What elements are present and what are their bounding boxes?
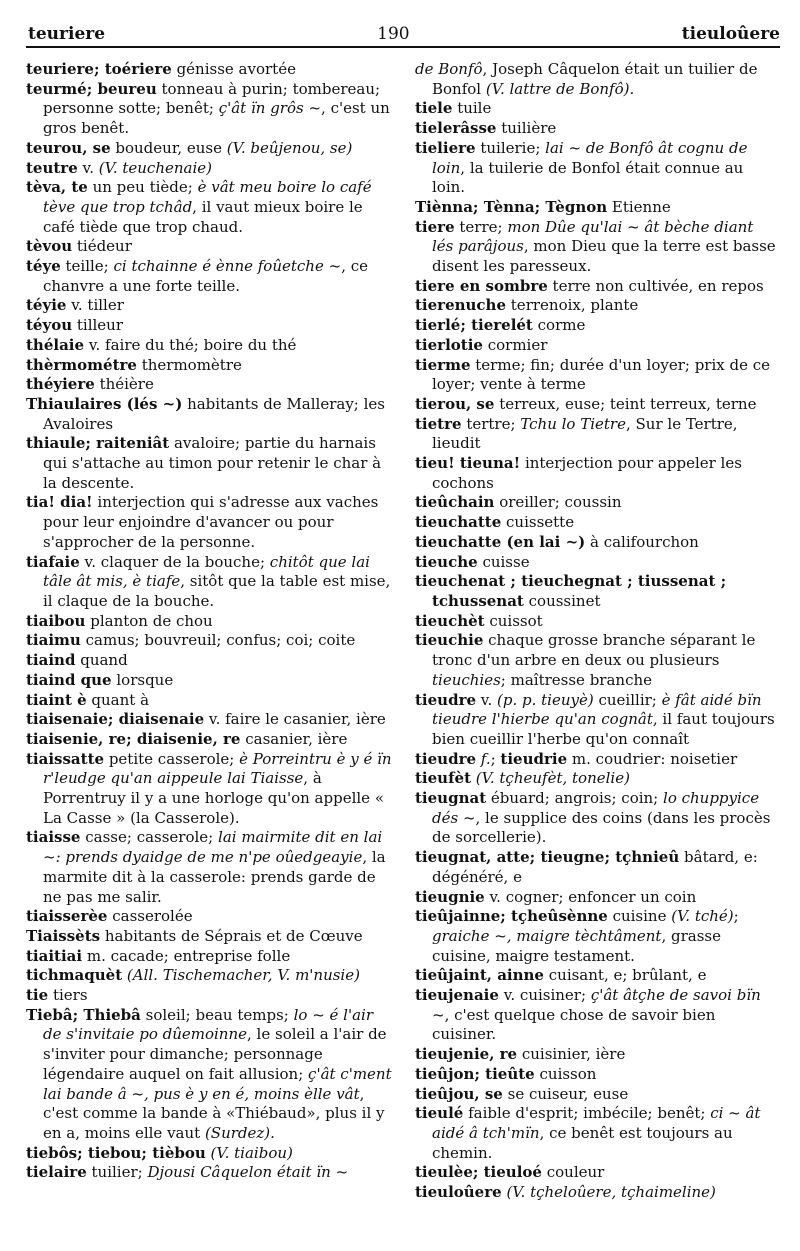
entry-definition: cuisse xyxy=(477,552,530,571)
entry-definition: casanier, ière xyxy=(240,729,348,748)
right-guide-word: tieuloûere xyxy=(681,24,780,44)
entry-definition: quant à xyxy=(86,690,150,709)
entry-headword: tieulé xyxy=(415,1104,464,1123)
dictionary-entry xyxy=(26,1006,394,1144)
entry-headword: tiaint è xyxy=(26,690,87,709)
entry-headword: tieûchain xyxy=(415,493,495,512)
dictionary-entry xyxy=(26,237,394,257)
entry-definition: cueillir; xyxy=(593,690,662,709)
page-header xyxy=(28,14,780,44)
entry-headword: tiaimu xyxy=(26,631,81,650)
entry-headword: Tiènna; Tènna; Tègnon xyxy=(415,197,608,216)
entry-headword: tielaire xyxy=(26,1163,87,1182)
entry-definition: , Joseph Câquelon était un tuilier de Bonfol xyxy=(432,60,758,98)
entry-italic-text: graiche ~, maigre tèchtâment xyxy=(432,926,662,945)
entry-definition: tuile xyxy=(452,99,492,118)
dictionary-entry xyxy=(415,750,777,770)
entry-headword: théyiere xyxy=(26,375,95,394)
entry-italic-text: (V. tçheufèt, tonelie) xyxy=(475,769,630,788)
entry-definition: terme; fin; durée d'un loyer; prix de ce loyer; vente à terme xyxy=(432,355,771,394)
entry-headword: tieuche xyxy=(415,552,478,571)
entry-definition: habitants de Malleray; les Avaloires xyxy=(43,394,385,433)
entry-definition: , le soleil a l'air de s'inviter pour dimanche; personnage légendaire auquel on fait allusion; xyxy=(43,1025,387,1083)
entry-definition: Etienne xyxy=(607,197,671,216)
dictionary-entry xyxy=(415,631,777,690)
entry-definition: terreux, euse; teint terreux, terne xyxy=(494,394,757,413)
entry-headword: tiaind xyxy=(26,651,76,670)
entry-headword: tieulèe; tieuloé xyxy=(415,1163,542,1182)
entry-definition: oreiller; coussin xyxy=(494,493,622,512)
entry-definition: tiédeur xyxy=(72,237,132,256)
entry-definition: quand xyxy=(75,651,128,670)
dictionary-entry xyxy=(415,553,777,573)
dictionary-entry xyxy=(26,750,394,829)
entry-definition: tuilier; xyxy=(86,1163,148,1182)
entry-definition: interjection qui s'adresse aux vaches pour leur enjoindre d'avancer ou pour s'approcher de la personne. xyxy=(43,493,379,551)
entry-headword: tieujenaie xyxy=(415,986,499,1005)
entry-definition: , sitôt que la table est mise, il claque de la bouche. xyxy=(43,572,391,610)
entry-italic-text: ç'ât c'ment lai bande â ~, pus è y en é, moins èlle vât xyxy=(43,1064,392,1103)
entry-headword: tiafaie xyxy=(26,552,80,571)
entry-definition: cuisant, e; brûlant, e xyxy=(543,966,707,985)
entry-headword: tieugnie xyxy=(415,887,485,906)
entry-definition: cuisinier, ière xyxy=(517,1045,626,1064)
entry-definition: lorsque xyxy=(111,670,174,689)
dictionary-entry xyxy=(415,60,777,99)
dictionary-entry xyxy=(26,316,394,336)
entry-headword: tierlotie xyxy=(415,335,483,354)
entry-definition: teille; xyxy=(60,257,114,276)
entry-definition: , c'est un gros benêt. xyxy=(43,99,390,138)
entry-definition: planton de chou xyxy=(85,611,213,630)
entry-headword: tierou, se xyxy=(415,394,495,413)
entry-definition: tonneau à purin; tombereau; personne sotte; benêt; xyxy=(43,79,381,118)
entry-headword: thiaule; raiteniât xyxy=(26,434,170,453)
entry-definition: couleur xyxy=(541,1163,605,1182)
entry-definition: v. cogner; enfoncer un coin xyxy=(484,887,697,906)
dictionary-entry xyxy=(415,356,777,395)
dictionary-entry xyxy=(26,356,394,376)
entry-headword: tielerâsse xyxy=(415,119,497,138)
entry-italic-text: f. xyxy=(480,749,491,768)
entry-headword: tiaibou xyxy=(26,611,86,630)
page-number: 190 xyxy=(377,24,410,44)
dictionary-entry xyxy=(415,1104,777,1163)
entry-definition: tuilière xyxy=(496,119,557,138)
entry-italic-text: ci tchainne é ènne foûetche ~ xyxy=(113,257,342,276)
entry-definition: tilleur xyxy=(72,316,124,335)
dictionary-entry xyxy=(26,257,394,296)
entry-headword: tieujenie, re xyxy=(415,1045,518,1064)
entry-definition: terre non cultivée, en repos xyxy=(547,276,764,295)
entry-definition: , c'est quelque chose de savoir bien cuisiner. xyxy=(432,1005,716,1044)
entry-headword: tiere xyxy=(415,217,455,236)
entry-italic-text: ç'ât ïn grôs ~ xyxy=(218,99,322,118)
entry-headword: tietre xyxy=(415,414,462,433)
entry-definition: ébuard; angrois; coin; xyxy=(486,789,664,808)
entry-definition: v. cuisiner; xyxy=(498,986,591,1005)
entry-italic-text: Tchu lo Tietre xyxy=(520,414,626,433)
entry-definition: tiers xyxy=(48,986,88,1005)
entry-definition: camus; bouvreuil; confus; coi; coite xyxy=(80,631,356,650)
entry-definition: casse; casserole; xyxy=(80,828,219,847)
entry-definition: m. cacade; entreprise folle xyxy=(82,946,291,965)
entry-headword: tierme xyxy=(415,355,471,374)
entry-italic-text: lai mairmite dit en lai ~: prends dyaidge de me n'pe oûedgeayie xyxy=(43,828,383,867)
dictionary-entry xyxy=(415,395,777,415)
entry-italic-text: lai ~ de Bonfô ât cognu de loin xyxy=(432,138,748,177)
entry-headword: tieuchèt xyxy=(415,611,485,630)
dictionary-entry xyxy=(26,671,394,691)
header-rule xyxy=(26,46,780,48)
dictionary-entry xyxy=(415,336,777,356)
entry-italic-text: (V. tché) xyxy=(671,907,734,926)
dictionary-entry xyxy=(26,60,394,80)
entry-headword: teurou, se xyxy=(26,138,111,157)
entry-definition: faible d'esprit; imbécile; benêt; xyxy=(463,1104,711,1123)
dictionary-entry xyxy=(415,986,777,1045)
dictionary-entry xyxy=(26,553,394,612)
entry-italic-text: è vât meu boire lo café tève que trop tchâd xyxy=(43,178,372,216)
entry-italic-text: (V. beûjenou, se) xyxy=(226,138,353,157)
dictionary-entry xyxy=(26,612,394,632)
dictionary-entry xyxy=(415,139,777,198)
dictionary-entry xyxy=(415,1183,777,1203)
entry-definition: casserolée xyxy=(107,907,193,926)
entry-definition: terre; xyxy=(454,217,508,236)
entry-definition: ; xyxy=(733,907,739,926)
entry-italic-text: mon Dûe qu'lai ~ ât bèche diant lés parâjous xyxy=(432,217,754,256)
entry-headword: tieûjaint, ainne xyxy=(415,966,544,985)
dictionary-entry xyxy=(415,218,777,277)
entry-definition: v. faire le casanier, ière xyxy=(204,710,386,729)
entry-definition: cormier xyxy=(482,335,548,354)
entry-headword: téyou xyxy=(26,316,73,335)
dictionary-entry xyxy=(26,828,394,907)
entry-definition: thermomètre xyxy=(136,355,242,374)
entry-definition: v. faire du thé; boire du thé xyxy=(84,335,297,354)
entry-headword: tieugnat xyxy=(415,789,487,808)
entry-headword: thèrmométre xyxy=(26,355,137,374)
entry-headword: tierenuche xyxy=(415,296,507,315)
dictionary-entry xyxy=(415,691,777,750)
entry-definition: , Sur le Tertre, lieudit xyxy=(432,414,738,453)
dictionary-entry xyxy=(415,277,777,297)
entry-headword: Tiebâ; Thiebâ xyxy=(26,1005,141,1024)
entry-definition: bâtard, e: dégénéré, e xyxy=(432,848,758,886)
dictionary-entry xyxy=(26,730,394,750)
entry-definition: tuilerie; xyxy=(475,138,546,157)
dictionary-entry xyxy=(415,1085,777,1105)
entry-definition: , à Porrentruy il y a une horloge qu'on appelle « La Casse » (la Casserole). xyxy=(43,769,385,827)
entry-headword: tichmaquèt xyxy=(26,966,123,985)
entry-italic-text: ç'ât âtçhe de savoi bïn ~ xyxy=(432,986,761,1024)
entry-headword: tieugnat, atte; tieugne; tçhnieû xyxy=(415,848,680,867)
entry-definition: ; maîtresse branche xyxy=(500,670,653,689)
entry-definition: v. xyxy=(77,158,99,177)
entry-headword: téyie xyxy=(26,296,67,315)
dictionary-entry xyxy=(26,631,394,651)
entry-headword: tieûjainne; tçheûsènne xyxy=(415,907,608,926)
entry-headword: tie xyxy=(26,986,49,1005)
entry-headword: tèvou xyxy=(26,237,73,256)
dictionary-entry xyxy=(415,1065,777,1085)
entry-headword: tieuchie xyxy=(415,631,484,650)
entry-definition: v. tiller xyxy=(66,296,124,315)
dictionary-entry xyxy=(415,415,777,454)
entry-definition: cuisson xyxy=(534,1064,597,1083)
dictionary-entry xyxy=(26,691,394,711)
entry-definition: chaque grosse branche séparant le tronc d'un arbre en deux ou plusieurs xyxy=(432,631,756,670)
entry-italic-text: ci ~ ât aidé â tch'mïn xyxy=(432,1104,761,1142)
entry-definition: habitants de Séprais et de Cœuve xyxy=(100,926,363,945)
dictionary-entry xyxy=(415,572,777,611)
entry-definition: , le supplice des coins (dans les procès de sorcellerie). xyxy=(432,808,771,847)
entry-definition: , grasse cuisine, maigre testament. xyxy=(432,926,721,965)
entry-definition: coussinet xyxy=(523,591,601,610)
dictionary-entry xyxy=(415,769,777,789)
entry-italic-text: è Porreintru è y é ïn r'leudge qu'an aippeule lai Tiaisse xyxy=(43,749,392,788)
entry-italic-text: lo ~ é l'air de s'invitaie po dûemoinne xyxy=(43,1005,374,1044)
entry-definition: génisse avortée xyxy=(171,60,296,78)
dictionary-entry xyxy=(415,454,777,493)
entry-italic-text: (V. lattre de Bonfô). xyxy=(485,79,635,98)
entry-headword: tierlé; tierelét xyxy=(415,316,533,335)
entry-definition: , ce benêt est toujours au chemin. xyxy=(432,1123,733,1162)
dictionary-entry xyxy=(26,1144,394,1164)
entry-headword: tieûjon; tieûte xyxy=(415,1064,535,1083)
dictionary-entry xyxy=(415,198,777,218)
entry-definition: tertre; xyxy=(461,414,521,433)
entry-headword: teurmé; beureu xyxy=(26,79,157,98)
entry-headword: tiaisserèe xyxy=(26,907,108,926)
entry-headword: tieudrie xyxy=(500,749,568,768)
entry-definition: cuissette xyxy=(501,513,575,532)
dictionary-entry xyxy=(26,375,394,395)
dictionary-entry xyxy=(26,395,394,434)
dictionary-entry xyxy=(415,1163,777,1183)
dictionary-entry xyxy=(26,493,394,552)
entry-headword: tieuchatte (en lai ~) xyxy=(415,532,586,551)
dictionary-entry xyxy=(26,1163,394,1183)
entry-definition: v. xyxy=(476,690,498,709)
entry-headword: tiaisenaie; diaisenaie xyxy=(26,710,205,729)
entry-italic-text: tieuchies xyxy=(432,670,501,689)
entry-italic-text: Djousi Câquelon était ïn ~ xyxy=(147,1163,349,1182)
left-guide-word: teuriere xyxy=(28,24,106,44)
entry-headword: tiaitiai xyxy=(26,946,83,965)
dictionary-entry xyxy=(415,966,777,986)
entry-headword: Thiaulaires (lés ~) xyxy=(26,394,183,413)
entry-definition: boudeur, euse xyxy=(110,138,227,157)
dictionary-entry xyxy=(26,159,394,179)
dictionary-entry xyxy=(415,119,777,139)
dictionary-entry xyxy=(26,907,394,927)
entry-italic-text: de Bonfô xyxy=(415,60,483,78)
dictionary-entry xyxy=(26,139,394,159)
entry-headword: tieliere xyxy=(415,138,476,157)
dictionary-entry xyxy=(415,99,777,119)
entry-headword: tieufèt xyxy=(415,769,472,788)
entry-definition: , mon Dieu que la terre est basse disent les paresseux. xyxy=(432,237,776,276)
entry-italic-text: chitôt que lai tâle ât mis, è tiafe xyxy=(43,552,370,591)
entry-headword: tieudre xyxy=(415,749,477,768)
entry-italic-text: (All. Tischemacher, V. m'nusie) xyxy=(126,966,360,985)
entry-definition: v. claquer de la bouche; xyxy=(79,552,270,571)
dictionary-entry xyxy=(26,80,394,139)
entry-italic-text: (V. teuchenaie) xyxy=(98,158,212,177)
dictionary-entry xyxy=(26,296,394,316)
entry-definition: cuissot xyxy=(484,611,543,630)
dictionary-entry xyxy=(415,533,777,553)
dictionary-entry xyxy=(415,848,777,887)
dictionary-entry xyxy=(26,966,394,986)
dictionary-entry xyxy=(415,789,777,848)
dictionary-entry xyxy=(415,513,777,533)
entry-headword: tiele xyxy=(415,99,453,118)
entry-headword: tiaind que xyxy=(26,670,112,689)
dictionary-entry xyxy=(26,927,394,947)
entry-definition: corme xyxy=(532,316,586,335)
dictionary-entry xyxy=(26,651,394,671)
entry-definition: , ce chanvre a une forte teille. xyxy=(43,257,369,295)
dictionary-entry xyxy=(415,493,777,513)
entry-headword: tiaisenie, re; diaisenie, re xyxy=(26,729,241,748)
entry-headword: tieu! tieuna! xyxy=(415,454,521,473)
entry-headword: téye xyxy=(26,257,61,276)
entry-headword: tiaissatte xyxy=(26,749,105,768)
entry-headword: tieuloûere xyxy=(415,1183,502,1202)
dictionary-entry xyxy=(26,434,394,493)
entry-headword: tia! dia! xyxy=(26,493,93,512)
dictionary-entry xyxy=(415,907,777,966)
dictionary-entry xyxy=(415,888,777,908)
entry-definition: , la marmite dit à la casserole: prends garde de ne pas me salir. xyxy=(43,848,386,906)
entry-definition: à califourchon xyxy=(585,532,699,551)
entry-definition: , la tuilerie de Bonfol était connue au loin. xyxy=(432,158,744,197)
entry-headword: teutre xyxy=(26,158,78,177)
entry-definition: , il faut toujours bien cueillir l'herbe qu'on connaît xyxy=(432,710,775,748)
entry-headword: Tiaissèts xyxy=(26,926,101,945)
entry-italic-text: è fât aidé bïn tieudre l'hierbe qu'an cognât xyxy=(432,690,762,729)
entry-definition: théière xyxy=(94,375,154,394)
entry-headword: thélaie xyxy=(26,335,85,354)
entry-italic-text: (V. tçheloûere, tçhaimeline) xyxy=(506,1183,716,1202)
right-column xyxy=(415,60,777,1203)
entry-headword: tieuchatte xyxy=(415,513,502,532)
entry-definition: m. coudrier: noisetier xyxy=(567,749,738,768)
entry-definition: avaloire; partie du harnais qui s'attache au timon pour retenir le char à la descente. xyxy=(43,434,382,492)
entry-definition: se cuiseur, euse xyxy=(502,1084,629,1103)
entry-italic-text: (V. tiaibou) xyxy=(210,1143,293,1162)
entry-italic-text: (Surdez). xyxy=(204,1123,275,1142)
dictionary-entry xyxy=(26,986,394,1006)
entry-headword: tiebôs; tiebou; tièbou xyxy=(26,1143,206,1162)
entry-definition: interjection pour appeler les cochons xyxy=(432,454,742,492)
entry-definition: cuisine xyxy=(607,907,672,926)
entry-italic-text: (p. p. tieuyè) xyxy=(497,690,594,709)
dictionary-entry xyxy=(415,316,777,336)
entry-definition: petite casserole; xyxy=(104,749,240,768)
entry-headword: tiaisse xyxy=(26,828,81,847)
entry-italic-text: lo chuppyice dés ~ xyxy=(432,789,760,827)
entry-headword: tiere en sombre xyxy=(415,276,548,295)
entry-definition: terrenoix, plante xyxy=(506,296,639,315)
dictionary-entry xyxy=(415,612,777,632)
entry-headword: tèva, te xyxy=(26,178,88,197)
dictionary-entry xyxy=(26,947,394,967)
entry-headword: teuriere; toériere xyxy=(26,60,172,78)
entry-headword: tieûjou, se xyxy=(415,1084,503,1103)
entry-definition: , il vaut mieux boire le café tiède que trop chaud. xyxy=(43,197,363,236)
entry-definition: , c'est comme la bande à «Thiébaud», plus il y en a, moins elle vaut xyxy=(43,1084,385,1142)
entry-headword: tieudre xyxy=(415,690,477,709)
left-column xyxy=(26,60,394,1183)
dictionary-entry xyxy=(26,336,394,356)
dictionary-entry xyxy=(415,1045,777,1065)
entry-headword: tieuchenat ; tieuchegnat ; tiussenat ; tchussenat xyxy=(415,572,727,610)
dictionary-entry xyxy=(26,710,394,730)
entry-definition: un peu tiède; xyxy=(87,178,198,197)
dictionary-entry xyxy=(415,296,777,316)
dictionary-entry xyxy=(26,178,394,237)
entry-definition: ; xyxy=(490,749,501,768)
entry-definition: soleil; beau temps; xyxy=(140,1005,294,1024)
